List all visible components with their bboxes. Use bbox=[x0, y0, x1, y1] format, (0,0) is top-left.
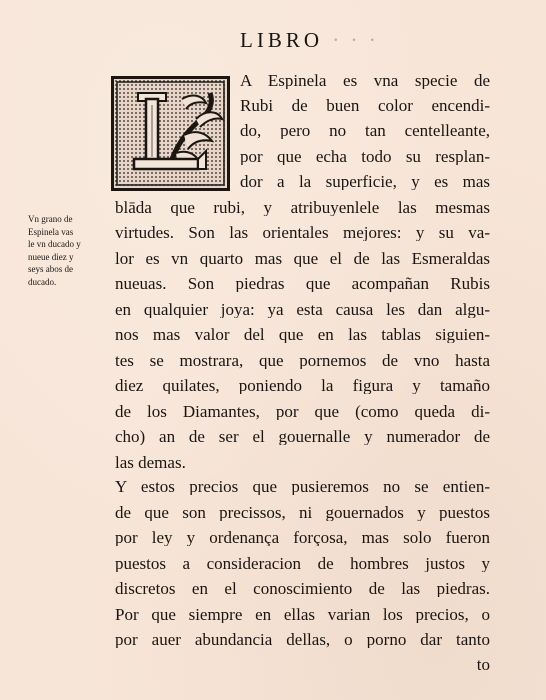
text-line: Por que siempre en ellas varian los precios, o bbox=[115, 606, 490, 623]
margin-note-line: le vn ducado y bbox=[28, 239, 81, 249]
text-line: nueuas. Son piedras que acompañan Rubis bbox=[115, 275, 490, 292]
text-line: tes se mostrara, que pornemos de vno hasta bbox=[115, 352, 490, 369]
margin-note-line: Vn grano de bbox=[28, 214, 73, 224]
text-line: blāda que rubi, y atribuyenlele las mesmas bbox=[115, 199, 490, 216]
text-line: virtudes. Son las orientales mejores: y su va- bbox=[115, 224, 490, 241]
text-line: de los Diamantes, por que (como queda di- bbox=[115, 403, 490, 420]
margin-note-line: nueue diez y bbox=[28, 251, 74, 262]
margin-note-line: ducado. bbox=[28, 276, 57, 287]
text-line: A Espinela es vna specie de bbox=[240, 72, 490, 89]
text-line: de que son precissos, ni gouernados y puestos bbox=[115, 504, 490, 521]
margin-note-line: Espinela vas bbox=[28, 226, 74, 237]
text-line: lor es vn quarto mas que el de las Esmeraldas bbox=[115, 250, 490, 267]
running-head-title: LIBRO bbox=[240, 28, 323, 52]
text-line: nos mas valor del que en las tablas siguien- bbox=[115, 326, 490, 343]
text-line: cho) an de ser el gouernalle y numerador de bbox=[115, 428, 490, 445]
text-line: puestos a consideracion de hombres justos y bbox=[115, 555, 490, 572]
running-head-faint-mark: · · · bbox=[332, 28, 379, 52]
text-line: por auer abundancia dellas, o porno dar tanto bbox=[115, 631, 490, 648]
catchword: to bbox=[476, 656, 490, 673]
margin-note bbox=[28, 213, 102, 288]
text-line: do, pero no tan centelleante, bbox=[240, 122, 490, 139]
margin-note-line: seys abos de bbox=[28, 264, 73, 274]
text-line: por que echa todo su resplan- bbox=[240, 148, 490, 165]
text-line: las demas. bbox=[115, 454, 186, 471]
text-line: Rubi de buen color encendi- bbox=[240, 97, 490, 114]
text-line: diez quilates, poniendo la figura y tamaño bbox=[115, 377, 490, 394]
text-line: por ley y ordenança forçosa, mas solo fueron bbox=[115, 529, 490, 546]
text-line: dor a la superficie, y es mas bbox=[240, 173, 490, 190]
decorated-initial-L-icon bbox=[111, 76, 230, 191]
text-line: en qualquier joya: ya esta causa les dan algu- bbox=[115, 301, 490, 318]
text-line: Y estos precios que pusieremos no se entien- bbox=[115, 478, 490, 495]
running-head bbox=[240, 28, 379, 53]
text-line: discretos en el conoscimiento de las piedras. bbox=[115, 580, 490, 597]
